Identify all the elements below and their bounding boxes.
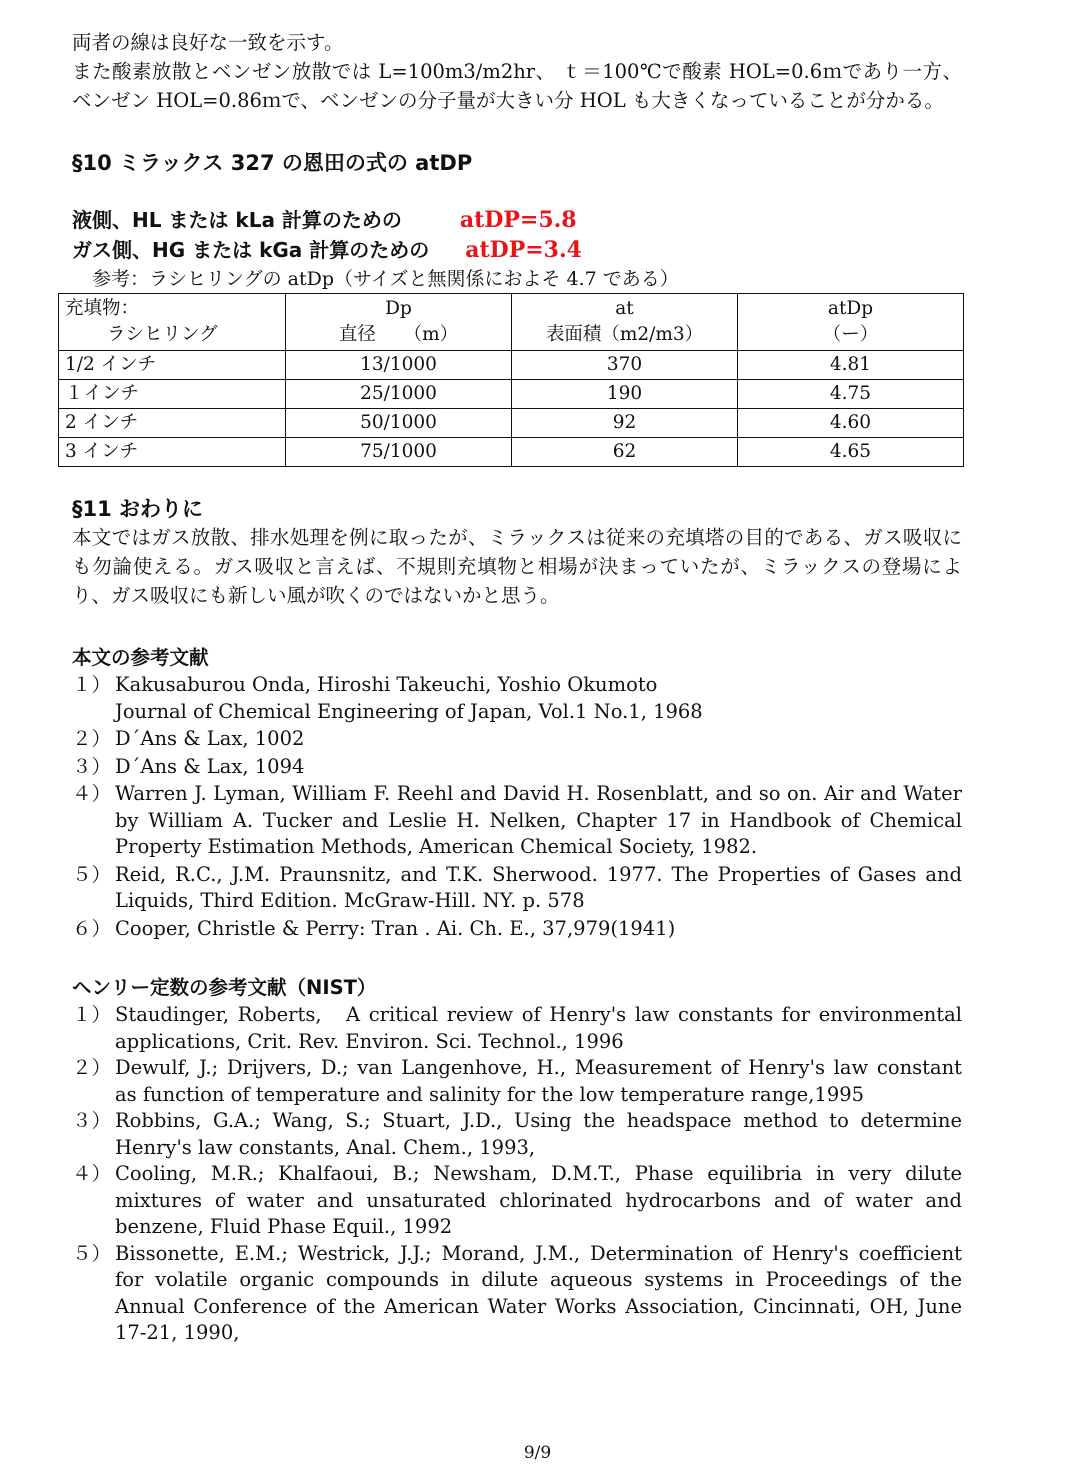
table-cell-size: 1/2 インチ: [59, 351, 286, 380]
table-row: [59, 438, 964, 467]
atdp-values: [72, 205, 962, 293]
table-header-at: at 表面積（m2/m3）: [512, 294, 738, 351]
raschig-ring-table: [58, 293, 964, 467]
gas-side-label: ガス側、HG または kGa 計算のための: [72, 238, 430, 262]
conclusion-paragraph: 本文ではガス放散、排水処理を例に取ったが、ミラックスは従来の充填塔の目的である、ガス吸収にも勿論使える。ガス吸収と言えば、不規則充填物と相場が決まっていたが、ミラックスの登場により、ガス吸収にも新しい風が吹くのではないかと思う。: [72, 526, 962, 607]
table-cell-size: 2 インチ: [59, 409, 286, 438]
table-cell-size: 3 インチ: [59, 438, 286, 467]
table-cell-at: 190: [512, 380, 738, 409]
list-item: ５） Bissonette, E.M.; Westrick, J.J.; Morand, J.M., Determination of Henry's coefficient for volatile organic compounds in dilute aqueous systems in Proceedings of the Annual Conference of the American Water Works Association, Cincinnati, OH, June 17-21, 1990,: [72, 1241, 962, 1344]
gas-side-line: [72, 235, 962, 265]
table-header-row: [59, 294, 964, 351]
document-page: [65, 28, 962, 1347]
henry-references-heading: ヘンリー定数の参考文献（NIST）: [72, 976, 377, 999]
section-11-heading: §11 おわりに: [72, 497, 204, 521]
intro-line-1: 両者の線は良好な一致を示す。: [72, 31, 344, 54]
section-10-heading: §10 ミラックス 327 の恩田の式の atDP: [72, 151, 473, 175]
table-header-atdp: atDp （ー）: [738, 294, 964, 351]
references-list: [72, 672, 962, 942]
table-cell-dp: 25/1000: [286, 380, 512, 409]
table-cell-at: 62: [512, 438, 738, 467]
list-item: ４） Cooling, M.R.; Khalfaoui, B.; Newsham, D.M.T., Phase equilibria in very dilute mixtures of water and unsaturated chlorinated hydrocarbons and of water and benzene, Fluid Phase Equil., 1992: [72, 1162, 962, 1238]
table-cell-dp: 50/1000: [286, 409, 512, 438]
table-cell-atdp: 4.81: [738, 351, 964, 380]
table-cell-dp: 75/1000: [286, 438, 512, 467]
table-cell-dp: 13/1000: [286, 351, 512, 380]
table-row: [59, 409, 964, 438]
list-item: １） Kakusaburou Onda, Hiroshi Takeuchi, Yoshio Okumoto Journal of Chemical Engineering of Japan, Vol.1 No.1, 1968: [72, 673, 703, 723]
table-cell-at: 92: [512, 409, 738, 438]
list-item: ２） D´Ans & Lax, 1002: [72, 727, 305, 750]
table-cell-atdp: 4.65: [738, 438, 964, 467]
list-item: １） Staudinger, Roberts, A critical review of Henry's law constants for environmental applications, Crit. Rev. Environ. Sci. Technol., 1996: [72, 1003, 962, 1053]
table-row: [59, 351, 964, 380]
table-header-dp: Dp 直径 （m）: [286, 294, 512, 351]
table-row: [59, 380, 964, 409]
page-number: 9/9: [523, 1443, 552, 1463]
table-cell-atdp: 4.60: [738, 409, 964, 438]
gas-side-value: atDP=3.4: [465, 237, 582, 263]
liquid-side-line: [72, 205, 962, 235]
liquid-side-value: atDP=5.8: [459, 207, 577, 233]
table-cell-size: １インチ: [59, 380, 286, 409]
list-item: ５） Reid, R.C., J.M. Praunsnitz, and T.K. Sherwood. 1977. The Properties of Gases and Liquids, Third Edition. McGraw-Hill. NY. p. 578: [72, 862, 962, 912]
liquid-side-label: 液側、HL または kLa 計算のための: [72, 208, 402, 232]
list-item: ２） Dewulf, J.; Drijvers, D.; van Langenhove, H., Measurement of Henry's law constant as function of temperature and salinity for the low temperature range,1995: [72, 1056, 962, 1106]
list-item: ３） Robbins, G.A.; Wang, S.; Stuart, J.D., Using the headspace method to determine Henry's law constants, Anal. Chem., 1993,: [72, 1109, 962, 1159]
references-heading: 本文の参考文献: [72, 646, 209, 669]
henry-references-list: [72, 1002, 962, 1347]
intro-paragraph: また酸素放散とベンゼン放散では L=100m3/m2hr、 ｔ＝100℃で酸素 HOL=0.6ｍであり一方、ベンゼン HOL=0.86ｍで、ベンゼンの分子量が大きい分 HOL も大きくなっていることが分かる。: [72, 60, 962, 112]
list-item: ６） Cooper, Christle & Perry: Tran . Ai. Ch. E., 37,979(1941): [72, 916, 676, 940]
table-header-packing: 充填物： ラシヒリング: [59, 294, 286, 351]
list-item: ３） D´Ans & Lax, 1094: [72, 754, 305, 778]
table-cell-atdp: 4.75: [738, 380, 964, 409]
table-cell-at: 370: [512, 351, 738, 380]
list-item: ４） Warren J. Lyman, William F. Reehl and David H. Rosenblatt, and so on. Air and Water by William A. Tucker and Leslie H. Nelken, Chapter 17 in Handbook of Chemical Property Estimation Methods, American Chemical Society, 1982.: [72, 782, 962, 858]
raschig-note: 参考：ラシヒリングの atDp（サイズと無関係におよそ 4.7 である）: [92, 268, 679, 290]
